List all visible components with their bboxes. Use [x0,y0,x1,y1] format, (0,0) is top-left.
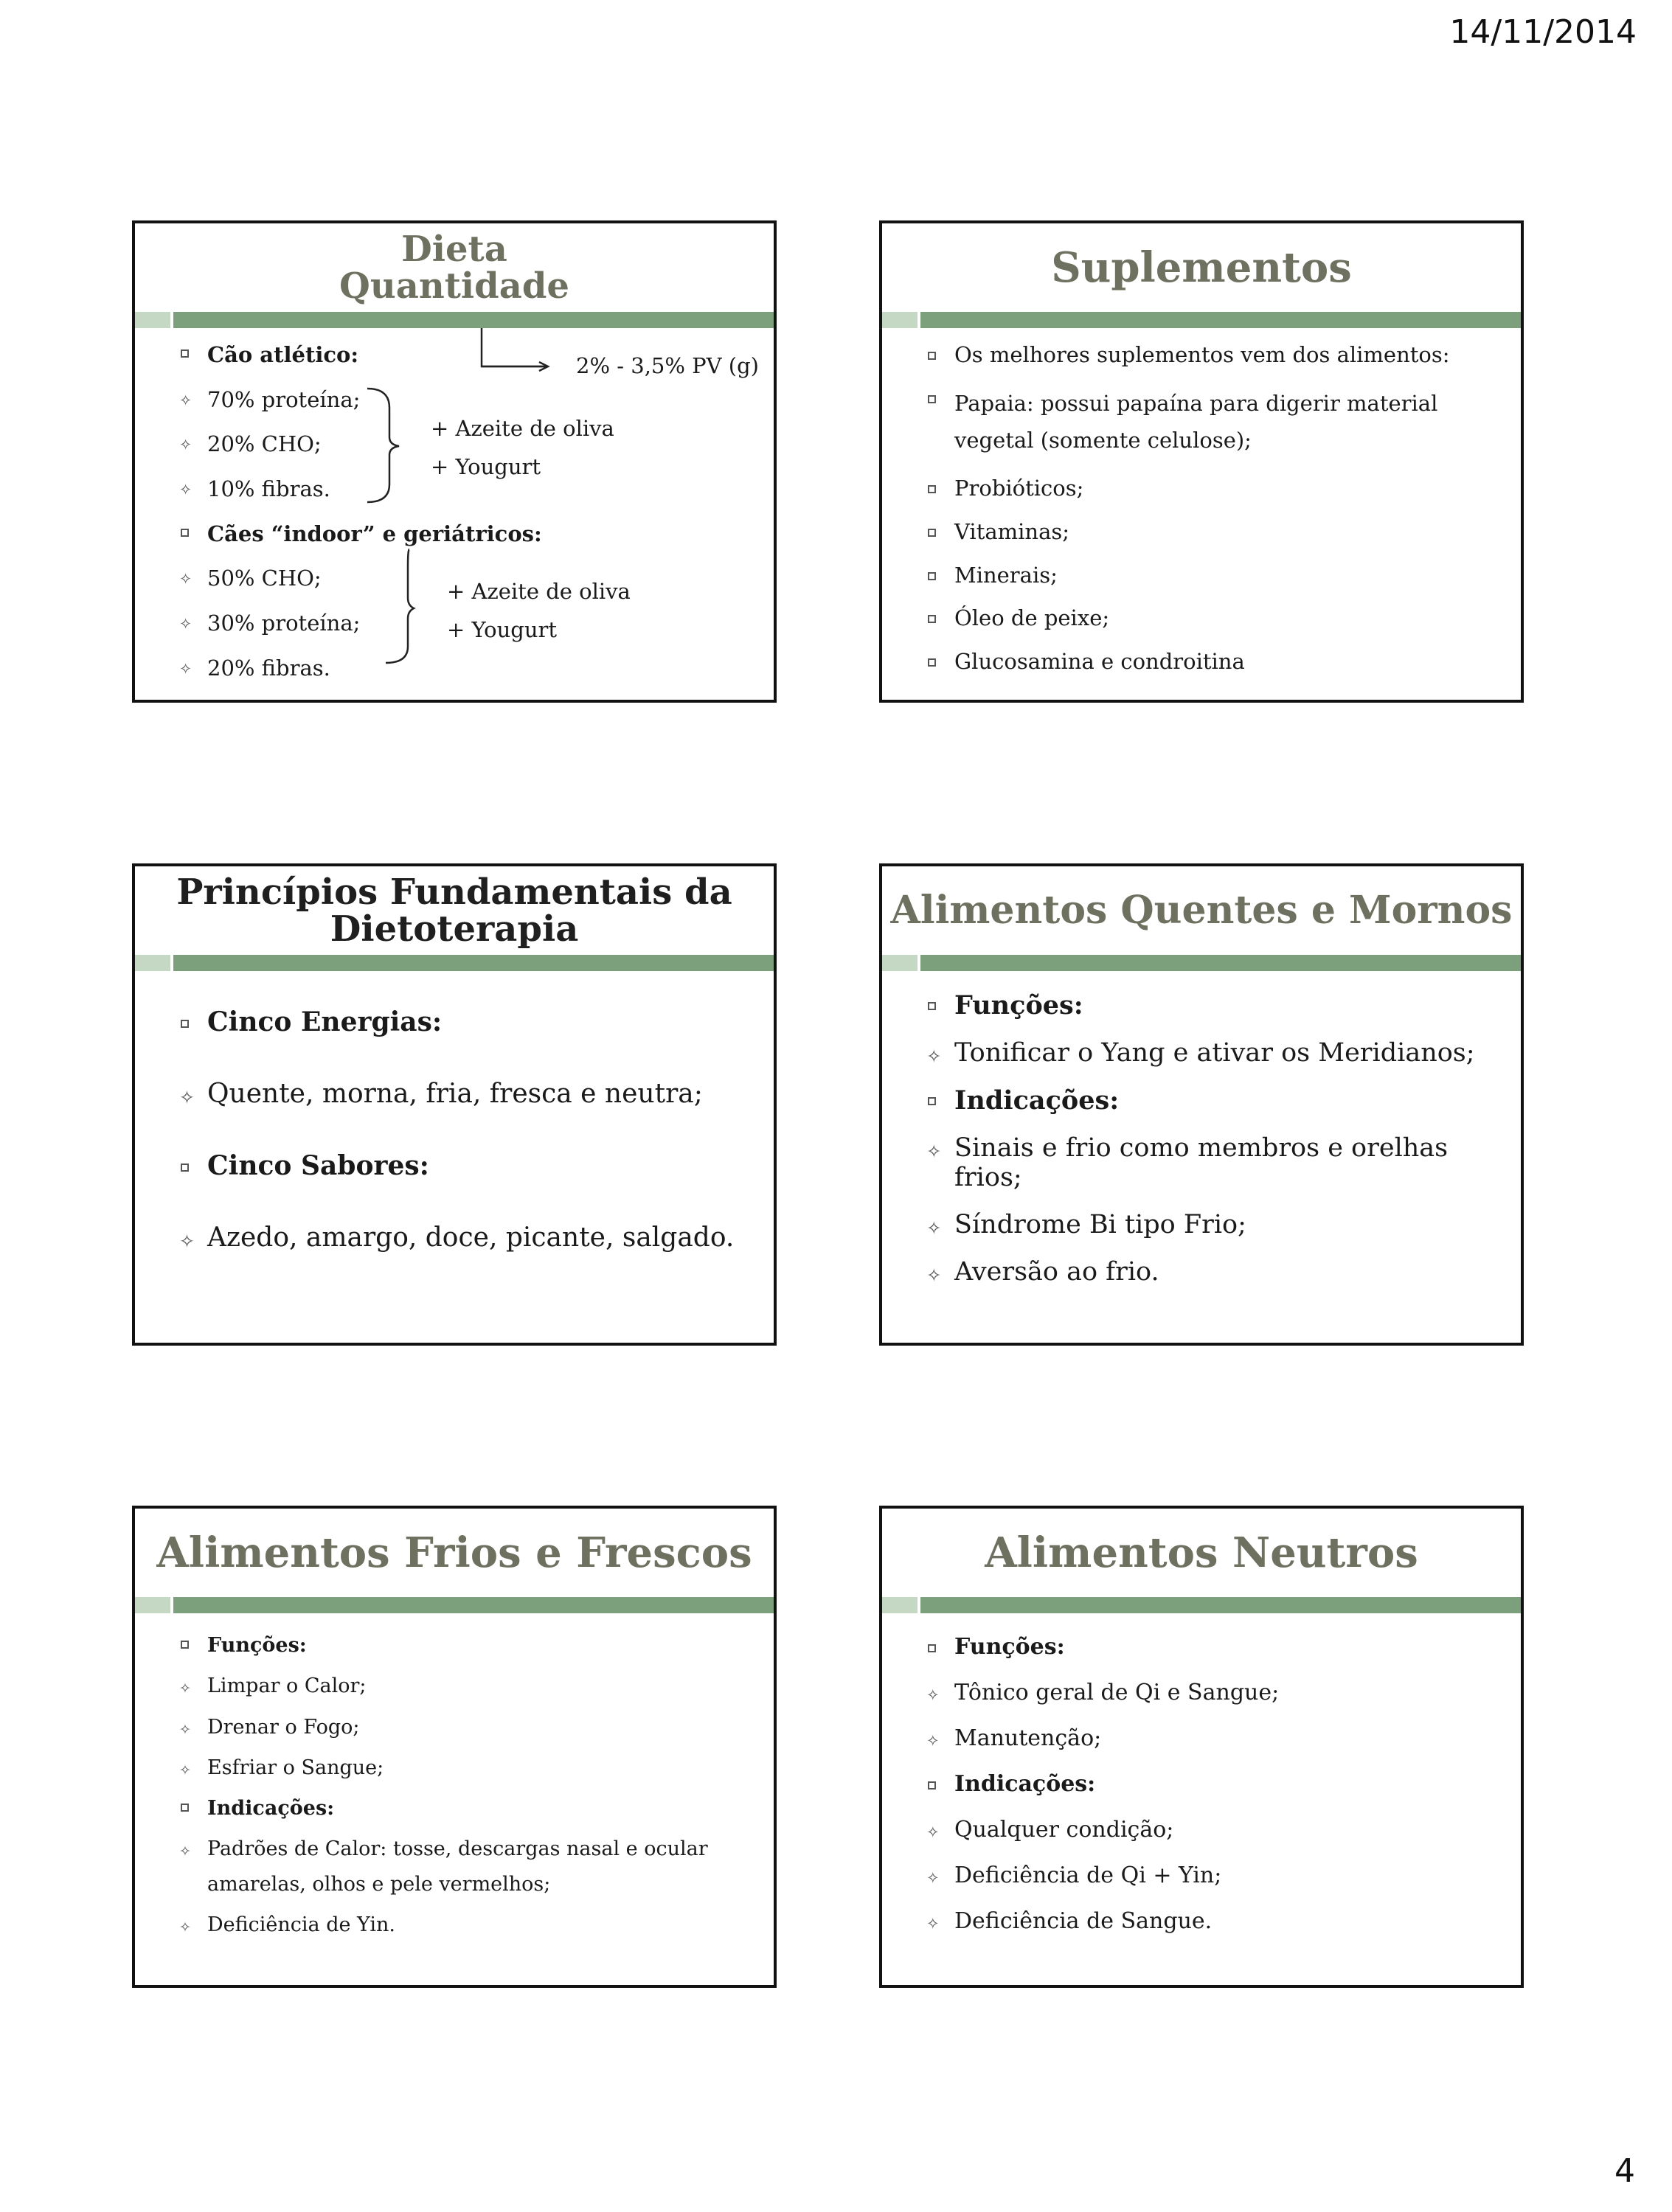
list-item: ✧ 70% proteína; [181,386,752,414]
list-item: ✧ Deficiência de Qi + Yin; [928,1863,1499,1888]
slide-alimentos-frios-frescos [132,1506,777,1988]
list-item: ✧ Síndrome Bi tipo Frio; [928,1210,1499,1239]
slide-title-line2: Quantidade [339,265,569,307]
slide-dieta-quantidade [132,220,777,703]
list-item: Indicações: [928,1085,1499,1116]
slide-alimentos-neutros [879,1506,1524,1988]
list-item: Indicações: [181,1791,752,1826]
list-item: ✧ Padrões de Calor: tosse, descargas nasal e ocular amarelas, olhos e pele vermelhos; [181,1832,752,1902]
slide-body [928,1634,1499,1954]
list-item: ✧ Deficiência de Yin. [181,1907,752,1942]
slide-suplementos [879,220,1524,703]
title-divider-bar [882,312,1521,328]
list-item: ✧ Limpar o Calor; [181,1669,752,1703]
list-item: ✧ 20% fibras. [181,655,752,683]
list-item: Funções: [928,1634,1499,1660]
list-item: ✧ 50% CHO; [181,565,752,593]
brace-note: + Yougurt [431,454,541,479]
brace-note: + Azeite de oliva [447,579,631,604]
brace-note: + Yougurt [447,617,558,642]
list-item: ✧ Aversão ao frio. [928,1257,1499,1287]
slide-title [135,866,774,955]
list-item: ✧ Sinais e frio como membros e orelhas frios; [928,1133,1499,1192]
list-item: Minerais; [928,562,1499,590]
list-item: Cinco Sabores: [181,1150,752,1181]
list-item: ✧ Qualquer condição; [928,1817,1499,1843]
list-item: Funções: [928,990,1499,1020]
list-item: Probióticos; [928,475,1499,503]
slide-body [928,341,1499,692]
title-divider-bar [882,1597,1521,1613]
list-item: Vitaminas; [928,518,1499,546]
slide-body [181,1006,752,1294]
list-item: ✧ 20% CHO; [181,431,752,459]
slide-title-line1: Dieta [401,228,507,270]
slide-title: Alimentos Neutros [985,1528,1418,1577]
slide-title-line1: Princípios Fundamentais da [176,871,732,913]
brace-note: + Azeite de oliva [431,416,614,441]
title-divider-bar [135,1597,774,1613]
slide-title: Alimentos Frios e Frescos [156,1528,752,1577]
list-item: Cinco Energias: [181,1006,752,1037]
title-divider-bar [882,955,1521,971]
title-divider-bar [135,955,774,971]
list-item: ✧ Tonificar o Yang e ativar os Meridianos; [928,1038,1499,1068]
list-item: ✧ Azedo, amargo, doce, picante, salgado. [181,1222,752,1253]
list-item: ✧ Esfriar o Sangue; [181,1750,752,1785]
list-item: Glucosamina e condroitina [928,648,1499,676]
list-item: ✧ Drenar o Fogo; [181,1710,752,1745]
list-item: ✧ Tônico geral de Qi e Sangue; [928,1680,1499,1705]
slide-principios-fundamentais [132,863,777,1346]
list-item: Os melhores suplementos vem dos alimentos: [928,341,1499,369]
list-item: Óleo de peixe; [928,605,1499,633]
list-item: Funções: [181,1628,752,1663]
page-number: 4 [1614,2152,1635,2190]
list-item: Papaia: possui papaína para digerir material vegetal (somente celulose); [928,385,1499,460]
list-item: Indicações: [928,1771,1499,1797]
list-item: ✧ 10% fibras. [181,476,752,504]
slide-body [928,990,1499,1304]
header-date: 14/11/2014 [1449,13,1637,51]
list-item: ✧ Manutenção; [928,1725,1499,1751]
slide-title: Alimentos Quentes e Mornos [890,887,1513,933]
list-item: ✧ Quente, morna, fria, fresca e neutra; [181,1079,752,1109]
list-item: ✧ Deficiência de Sangue. [928,1908,1499,1934]
slide-title-line2: Dietoterapia [330,908,579,950]
list-item: Cão atlético: [181,341,752,369]
list-item: Cães “indoor” e geriátricos: [181,521,752,549]
arrow-label: 2% - 3,5% PV (g) [576,353,760,378]
slide-title: Suplementos [1051,243,1352,292]
list-item: ✧ 30% proteína; [181,610,752,638]
slide-body [181,1628,752,1948]
slide-alimentos-quentes-mornos [879,863,1524,1346]
